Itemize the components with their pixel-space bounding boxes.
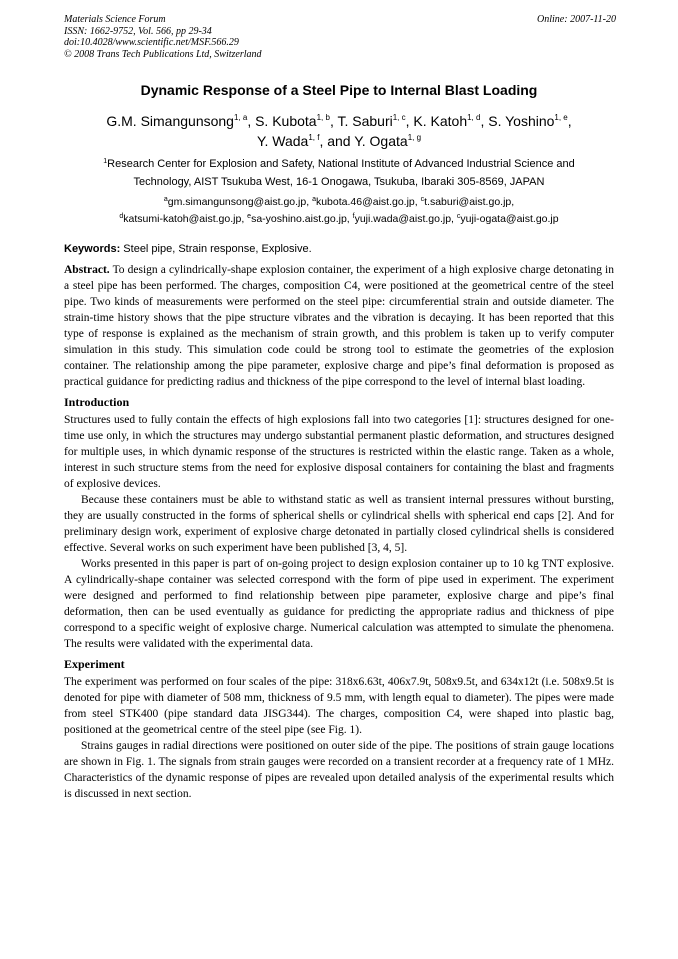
email-sup: c bbox=[420, 196, 425, 203]
author-sup: 1, g bbox=[407, 133, 422, 142]
introduction-paragraph-3: Works presented in this paper is part of on-going project to design explosion container up to 10 kg TNT explosive. A cylindrically-shape container was selected correspond with the form of pipe used in experiment. The experiment were designed and performed to find relationship between pipe parameter, explosive charge and pipe’s final deformation, then can be used eventually as guidance for predicting the appropriate radius and thickness of pipe correspond to a specific weight of explosive charge. Numerical calculation was attempted to simulate the phenomena. The results were validated with the experimental data. bbox=[64, 558, 614, 650]
email-address: yuji.wada@aist.go.jp, bbox=[354, 213, 457, 225]
abstract bbox=[64, 262, 614, 390]
introduction-paragraph-1: Structures used to fully contain the effects of high explosions fall into two categories [1]: structures designed for one-time use only, in which the structures may undergo substantial permanent plastic deformation, and structures designed for multiple uses, in which dynamic response of the structures is restricted within the elastic range. Taken as a whole, interest in such structure stems from the need for explosive disposal containers for containing the blast and fragments of explosive devices. bbox=[64, 414, 614, 490]
author-sep: , bbox=[480, 113, 489, 129]
author-name: S. Yoshino bbox=[488, 113, 555, 129]
email-address: gm.simangunsong@aist.go.jp, bbox=[167, 196, 313, 208]
author-sup: 1, e bbox=[554, 113, 568, 122]
email-address: yuji-ogata@aist.go.jp bbox=[460, 213, 559, 225]
email-address: katsumi-katoh@aist.go.jp, bbox=[123, 213, 248, 225]
keywords-text: Steel pipe, Strain response, Explosive. bbox=[120, 243, 312, 255]
paper-title: Dynamic Response of a Steel Pipe to Internal Blast Loading bbox=[140, 82, 538, 98]
journal-header bbox=[64, 14, 616, 60]
copyright-line: © 2008 Trans Tech Publications Ltd, Switzerland bbox=[64, 48, 262, 60]
author-sep: , bbox=[405, 113, 414, 129]
doi-line: doi:10.4028/www.scientific.net/MSF.566.29 bbox=[64, 37, 239, 48]
author-name: Y. Wada bbox=[256, 133, 309, 149]
author-sep: , bbox=[567, 113, 572, 129]
experiment-paragraph-2: Strains gauges in radial directions were positioned on outer side of the pipe. The positions of strain gauge locations are shown in Fig. 1. The signals from strain gauges were recorded on a transient recorder at a frequency rate of 1 MHz. Characteristics of the dynamic response of pipes are revealed upon detailed analysis of the experimental results which is discussed in next section. bbox=[64, 740, 614, 800]
affiliation bbox=[44, 155, 634, 191]
experiment-paragraph-1: The experiment was performed on four scales of the pipe: 318x6.63t, 406x7.9t, 508x9.5t, and 634x12t (i.e. 508x9.5t is denoted for pipe with diameter of 508 mm, thickness of 9.5 mm, with length equal to diameter). The pipes were made from steel STK400 (pipe standard data JISG344). The charges, composition C4, were shaped into plastic bag, positioned at the geometrical centre of the steel pipe (see Fig. 1). bbox=[64, 676, 614, 736]
email-address: sa-yoshino.aist.go.jp, bbox=[251, 213, 353, 225]
author-name: K. Katoh bbox=[413, 113, 468, 129]
email-sup: a bbox=[163, 196, 168, 203]
author-sep: , bbox=[247, 113, 256, 129]
author-sup: 1, c bbox=[392, 113, 406, 122]
experiment-heading: Experiment bbox=[64, 657, 125, 671]
author-sup: 1, b bbox=[316, 113, 330, 122]
affiliation-line-2: Technology, AIST Tsukuba West, 16-1 Onogawa, Tsukuba, Ibaraki 305-8569, JAPAN bbox=[133, 176, 545, 188]
abstract-text: To design a cylindrically-shape explosion container, the experiment of a high explosive charge detonating in a steel pipe has been performed. The charges, composition C4, were positioned at the geometrical centre of the steel pipe. Two kinds of measurements were performed on the steel pipe: circumferential strain and outside diameter. The strain-time history shows that the pipe structure vibrates and the vibration is decaying. It has been reported that this type of response is explained as the mechanism of strain growth, and this problem is taken up to verify computer simulation in this study. This simulation code could be strong tool to estimate the geometries of the explosion container. The relationship among the pipe parameter, explosive charge and pipe’s final deformation is proposed as practical guidance for predicting radius and thickness of the pipe correspond to the level of internal blast loading. bbox=[64, 264, 614, 388]
email-sup: c bbox=[456, 213, 461, 220]
paper-body bbox=[64, 262, 614, 802]
email-sup: f bbox=[352, 213, 355, 220]
author-sep: , bbox=[329, 113, 338, 129]
keywords bbox=[64, 241, 616, 257]
introduction-paragraph-2: Because these containers must be able to withstand static as well as transient internal pressures without bursting, they are usually constructed in the forms of spherical shells or cylindrical shells with spherical end caps [2]. And for preliminary design work, experiment of explosive charge detonated in partially closed cylindrical shells is considered effective. Several works on such experiment have been published [3, 4, 5]. bbox=[64, 494, 614, 554]
author-sep: , and bbox=[319, 133, 355, 149]
email-sup: a bbox=[312, 196, 316, 203]
author-name: T. Saburi bbox=[337, 113, 393, 129]
online-date: Online: 2007-11-20 bbox=[537, 14, 616, 25]
affiliation-line-1: Research Center for Explosion and Safety, National Institute of Advanced Industrial Science and bbox=[107, 158, 575, 170]
author-sup: 1, d bbox=[467, 113, 481, 122]
email-address: kubota.46@aist.go.jp, bbox=[315, 196, 421, 208]
introduction-heading: Introduction bbox=[64, 395, 130, 409]
keywords-label: Keywords: bbox=[64, 243, 121, 255]
email-list bbox=[44, 194, 634, 228]
journal-name: Materials Science Forum bbox=[64, 14, 166, 25]
author-sup: 1, a bbox=[233, 113, 248, 122]
email-sup: d bbox=[119, 213, 124, 220]
author-sup: 1, f bbox=[308, 133, 320, 142]
author-name: Y. Ogata bbox=[354, 133, 408, 149]
author-list bbox=[40, 111, 638, 151]
author-name: G.M. Simangunsong bbox=[106, 113, 234, 129]
email-address: t.saburi@aist.go.jp, bbox=[424, 196, 515, 208]
author-name: S. Kubota bbox=[255, 113, 317, 129]
email-sup: e bbox=[247, 213, 252, 220]
issn-line: ISSN: 1662-9752, Vol. 566, pp 29-34 bbox=[64, 25, 212, 37]
abstract-label: Abstract. bbox=[64, 264, 110, 276]
affiliation-sup: 1 bbox=[103, 158, 108, 165]
